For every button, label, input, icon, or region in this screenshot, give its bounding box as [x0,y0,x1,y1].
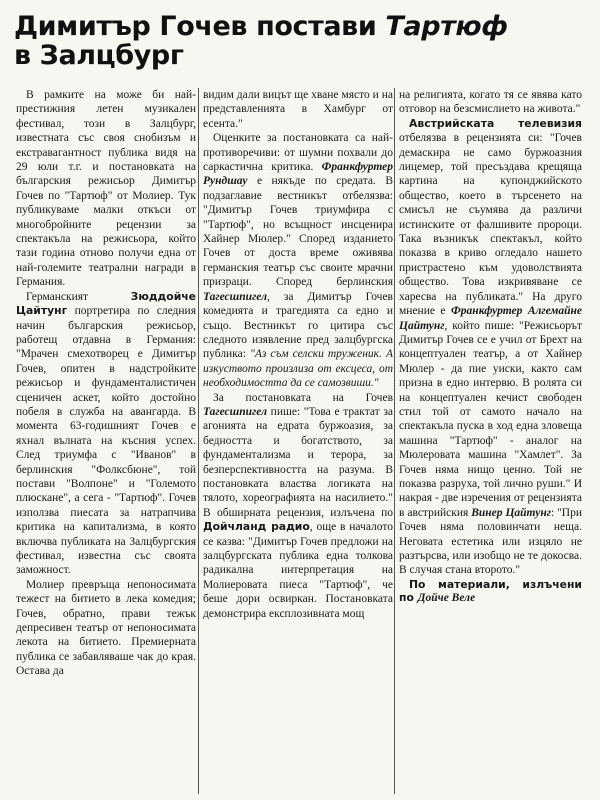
article-column-2 [203,88,393,794]
article-column-1 [16,88,196,794]
col2-p2-text-mid2: , за Димитър Гочев комедията и трагедията са едно и също. Вестникът го цитира със следното изявление пред залцбургска публика: [203,290,393,361]
credit-text: По материали, излъчени по [399,577,582,604]
col1-paragraph-2 [16,290,196,578]
headline-text-2: в Залцбург [14,40,184,71]
article-column-3 [399,88,582,794]
source-deutschlandradio: Дойчланд радио [203,520,310,534]
col2-paragraph-2 [203,131,393,390]
headline-play-title: Тартюф [385,11,508,42]
source-wiener-zeitung: Винер Цайтунг [471,506,551,519]
col2-paragraph-1: видим дали вицът ще хване място и на представленията в Хамбург от есента." [203,89,393,130]
source-frankfurter-rundschau: Франкфуртер Рундшау [203,161,393,188]
headline-text-1: Димитър Гочев постави [14,11,377,42]
col2-p2-text-mid1: е някъде по средата. В подзаглавие вестникът отбелязва: "Димитър Гочев триумфира с "Тартюф", но всъщност инсценира Хайнер Мюлер." Според изданието Гочев от доста време оживява германския театър със своите мрачни призраци. Според берлинския [203,175,393,289]
col1-paragraph-3: Молиер превръща непоносимата тежест на битието в лека комедия; Гочев, обратно, прави тежък депресивен театър от непоносимата лекота на битието. Премиерната публика се забавляваше чак до края. Остава да [16,578,196,678]
col3-paragraph-2 [399,117,582,578]
col2-p3-text-pre: За постановката на Гочев [213,391,393,404]
article-headline [14,12,574,70]
col2-p2-text-pre: Оценките за постановката са най-противоречиви: от шумни похвали до саркастична критика. [203,132,393,174]
col2-p3-text-post: пише: "Това е трактат за агонията на едрата буржоазия, за бедността и богатството, за фундаментализма и терора, за безперспективността на разума. В постановката властва логиката на тялото, хореографията на насилието." В обширната рецензия, излъчена по [203,405,393,519]
article-credit [399,578,582,605]
column-divider-2 [394,88,395,794]
source-tagesspiegel-2: Тагесшпигел [203,405,267,418]
col3-p2-text-post2: , който пише: "Режисьорът Димитър Гочев се е учил от Брехт на концептуален театър, а от Хайнер Мюлер - да пие уиски, както сам призна в едно интервю. В ролята си на концептуален кечист свободен стил той от самото начало на спектакъла пуска в ход една зловеща машина "Тартюф" - аналог на Мюлеровата машина "Хамлет". За Гочев няма нищо ценно. Той не показва разруха, той лично руши." И накрая - две изречения от рецензията в австрийския [399,319,582,519]
column-divider-1 [198,88,199,794]
col1-p2-text-pre: Германският [26,290,89,303]
col2-paragraph-3 [203,391,393,622]
col1-p2-text-post: портретира по следния начин българския режисьор, работещ отдавна в Германия: "Мрачен смехотворец е Димитър Гочев, опитен в надстройките режисьор и фундаменталистичен сценичен аскет, който достойно побеля в служба на авангарда. В момента 63-годишният Гочев е яхнал вълната на късния успех. След триумфа с "Иванов" в берлинския "Фолксбюне", той постави "Волпоне" и "Големото плюскане", а сега - "Тартюф". Гочев използва пиесата за натрапчива критика на капитализма, в която включва публиката на Залцбургския фестивал, известна със своята заможност. [16,305,196,577]
gochev-quote: "Аз съм селски труженик. А изкуството произлиза от ексцеса, от необходимостта да се самозвиши." [203,348,393,390]
col3-p2-text-post: отбелязва в рецензията си: "Гочев демаскира не само буржоазния лицемер, той пресъздава крещяща картина на купонджийското общество, което в търсенето на смисъл не съумява да различи истинските от фалшивите пророци. Така възникък спектакъл, който показва в криво огледало нашето пристрастено към удоволствията общество. Това изкривяване се харесва на публиката." На друго мнение е [399,132,582,318]
source-frankfurter-allgemeine: Франкфуртер Алгемайне Цайтунг [399,305,582,332]
source-suddeutsche-zeitung: Зюддойче Цайтунг [16,289,196,318]
col3-paragraph-1: на религията, когато тя се явява като отговор на безсмислието на живота." [399,89,582,116]
col1-paragraph-1: В рамките на може би най-престижния летен музикален фестивал, този в Залцбург, известната със своя снобизъм и екстравагантност публика видя на 29 юли т.г. и постановката на българския режисьор Димитър Гочев по "Тартюф" от Молиер. Тук публикуваме малки откъси от многобройните рецензии за спектакъла на режисьора, който тази година отново получи една от най-големите театрални награди в Германия. [16,89,196,289]
source-deutsche-welle: Дойче Веле [417,591,476,604]
source-tagesspiegel: Тагесшпигел [203,290,267,303]
source-austrian-television: Австрийската телевизия [409,116,582,130]
col3-p2-text-post3: : "При Гочев няма половинчати неща. Неговата естетика или изцяло не разтърсва, или изобщо не те докосва. В случая стана второто." [399,506,582,577]
col2-p3-text-post2: , още в началото се казва: "Димитър Гочев предложи на залцбургската публика една толкова радикална интерпретация на Молиеровата пиеса "Тартюф", че беше дори освиркан. Постановката демонстрира експлозивната мощ [203,521,393,620]
